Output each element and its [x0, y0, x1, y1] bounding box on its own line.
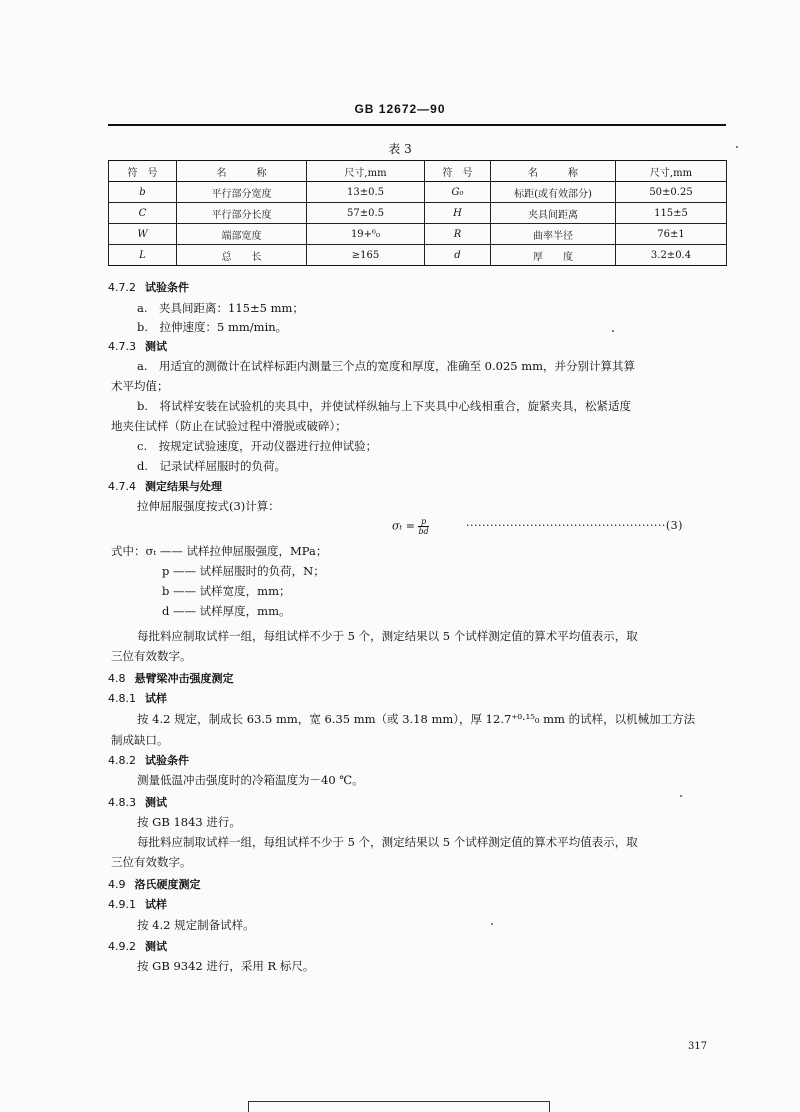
paragraph-line: 每批料应制取试样一组，每组试样不少于 5 个，测定结果以 5 个试样测定值的算术平均值表示，取 — [137, 629, 638, 643]
paragraph-line: 术平均值； — [111, 379, 169, 393]
section-heading-4-9-2 — [108, 938, 167, 954]
section-title: 试验条件 — [145, 754, 189, 767]
formula-dot-leader: ·················································· — [466, 519, 666, 532]
dimension-table — [108, 160, 727, 266]
paragraph-line: b. 拉伸速度：5 mm/min。 — [137, 320, 288, 334]
paragraph-line: 每批料应制取试样一组，每组试样不少于 5 个，测定结果以 5 个试样测定值的算术平均值表示，取 — [137, 835, 638, 849]
where-line: 式中：σₜ —— 试样拉伸屈服强度，MPa； — [111, 544, 328, 558]
scan-speck — [736, 146, 738, 148]
section-number: 4.9 — [108, 878, 126, 891]
section-heading-4-8-2 — [108, 752, 189, 768]
paragraph-line: 三位有效数字。 — [111, 855, 192, 869]
section-number: 4.8 — [108, 672, 126, 685]
section-heading-4-9-1 — [108, 896, 167, 912]
paragraph-line: 测量低温冲击强度时的冷箱温度为－40 ℃。 — [137, 773, 364, 787]
standard-header: GB 12672—90 — [354, 102, 446, 116]
scan-speck — [491, 923, 493, 925]
section-number: 4.8.1 — [108, 692, 136, 705]
table-cell: 平行部分长度 — [177, 203, 307, 224]
table-header-cell: 符 号 — [425, 161, 491, 182]
scan-speck — [612, 330, 614, 332]
section-title: 试验条件 — [145, 281, 189, 294]
table-row — [109, 203, 727, 224]
section-number: 4.7.2 — [108, 281, 136, 294]
section-heading-4-8 — [108, 670, 234, 686]
table-cell: C — [109, 203, 177, 224]
paragraph-line: b. 将试样安装在试验机的夹具中，并使试样纵轴与上下夹具中心线相重合，旋紧夹具，松紧适度 — [137, 399, 632, 413]
section-number: 4.7.3 — [108, 340, 136, 353]
table-cell: 夹具间距离 — [491, 203, 616, 224]
table-cell: 曲率半径 — [491, 224, 616, 245]
section-heading-4-8-3 — [108, 794, 167, 810]
section-title: 测试 — [145, 796, 167, 809]
table-cell: 厚 度 — [491, 245, 616, 266]
table-title: 表 3 — [388, 142, 412, 156]
section-title: 悬臂梁冲击强度测定 — [134, 672, 234, 685]
formula-numerator: p — [418, 517, 428, 527]
table-header-cell: 名 称 — [177, 161, 307, 182]
paragraph-line: 按 4.2 规定制备试样。 — [137, 918, 255, 932]
section-number: 4.8.3 — [108, 796, 136, 809]
formula-denominator: bd — [418, 527, 429, 536]
paragraph-line: d. 记录试样屈服时的负荷。 — [137, 459, 287, 473]
paragraph-line: a. 用适宜的测微计在试样标距内测量三个点的宽度和厚度，准确至 0.025 mm，并分别计算其算 — [137, 359, 636, 373]
section-title: 测试 — [145, 940, 167, 953]
section-heading-4-7-3 — [108, 338, 167, 354]
paragraph-line: c. 按规定试验速度，开动仪器进行拉伸试验； — [137, 439, 378, 453]
table-cell: 3.2±0.4 — [616, 245, 727, 266]
scan-speck — [680, 795, 682, 797]
paragraph-line: 按 4.2 规定，制成长 63.5 mm，宽 6.35 mm（或 3.18 mm），厚 12.7⁺⁰·¹⁵₀ mm 的试样，以机械加工方法 — [137, 712, 696, 726]
table-cell: W — [109, 224, 177, 245]
table-cell: 总 长 — [177, 245, 307, 266]
section-heading-4-7-2 — [108, 279, 189, 295]
section-number: 4.9.2 — [108, 940, 136, 953]
paragraph-line: 地夹住试样（防止在试验过程中滑脱或破碎）； — [111, 419, 347, 433]
section-number: 4.7.4 — [108, 480, 136, 493]
section-title: 试样 — [145, 898, 167, 911]
header-rule — [108, 124, 726, 126]
table-row — [109, 245, 727, 266]
paragraph-line: 按 GB 9342 进行，采用 R 标尺。 — [137, 959, 315, 973]
paragraph-line: 按 GB 1843 进行。 — [137, 815, 241, 829]
table-cell: 76±1 — [616, 224, 727, 245]
section-heading-4-8-1 — [108, 690, 167, 706]
formula-lhs: σₜ = — [392, 519, 415, 533]
section-heading-4-9 — [108, 876, 201, 892]
table-header-cell: 尺寸,mm — [616, 161, 727, 182]
table-cell: 标距(或有效部分) — [491, 182, 616, 203]
table-cell: R — [425, 224, 491, 245]
table-cell: d — [425, 245, 491, 266]
table-cell: 115±5 — [616, 203, 727, 224]
table-cell: 50±0.25 — [616, 182, 727, 203]
table-row — [109, 182, 727, 203]
formula-equation-number: (3) — [665, 519, 683, 532]
section-title: 测试 — [145, 340, 167, 353]
table-cell: 13±0.5 — [307, 182, 425, 203]
formula-leader — [466, 519, 683, 532]
section-title: 洛氏硬度测定 — [134, 878, 201, 891]
table-header-cell: 符 号 — [109, 161, 177, 182]
section-number: 4.8.2 — [108, 754, 136, 767]
table-cell: 平行部分宽度 — [177, 182, 307, 203]
table-cell: 57±0.5 — [307, 203, 425, 224]
where-line: d —— 试样厚度，mm。 — [162, 604, 291, 618]
table-cell: ≥165 — [307, 245, 425, 266]
table-cell: b — [109, 182, 177, 203]
table-cell: 端部宽度 — [177, 224, 307, 245]
table-cell: 19+⁶₀ — [307, 224, 425, 245]
section-heading-4-7-4 — [108, 478, 222, 494]
table-header-row — [109, 161, 727, 182]
section-number: 4.9.1 — [108, 898, 136, 911]
paragraph-line: 制成缺口。 — [111, 733, 169, 747]
table-cell: H — [425, 203, 491, 224]
where-line: p —— 试样屈服时的负荷，N； — [162, 564, 325, 578]
page-number: 317 — [688, 1041, 708, 1052]
where-line: b —— 试样宽度，mm； — [162, 584, 291, 598]
table-row — [109, 224, 727, 245]
paragraph-line: 三位有效数字。 — [111, 649, 192, 663]
paragraph-line: a. 夹具间距离：115±5 mm； — [137, 301, 304, 315]
table-header-cell: 尺寸,mm — [307, 161, 425, 182]
section-title: 测定结果与处理 — [145, 480, 222, 493]
table-cell: G₀ — [425, 182, 491, 203]
table-cell: L — [109, 245, 177, 266]
table-header-cell: 名 称 — [491, 161, 616, 182]
formula-3 — [392, 517, 429, 536]
section-title: 试样 — [145, 692, 167, 705]
paragraph-line: 拉伸屈服强度按式(3)计算： — [137, 499, 280, 513]
formula-fraction — [418, 517, 428, 536]
